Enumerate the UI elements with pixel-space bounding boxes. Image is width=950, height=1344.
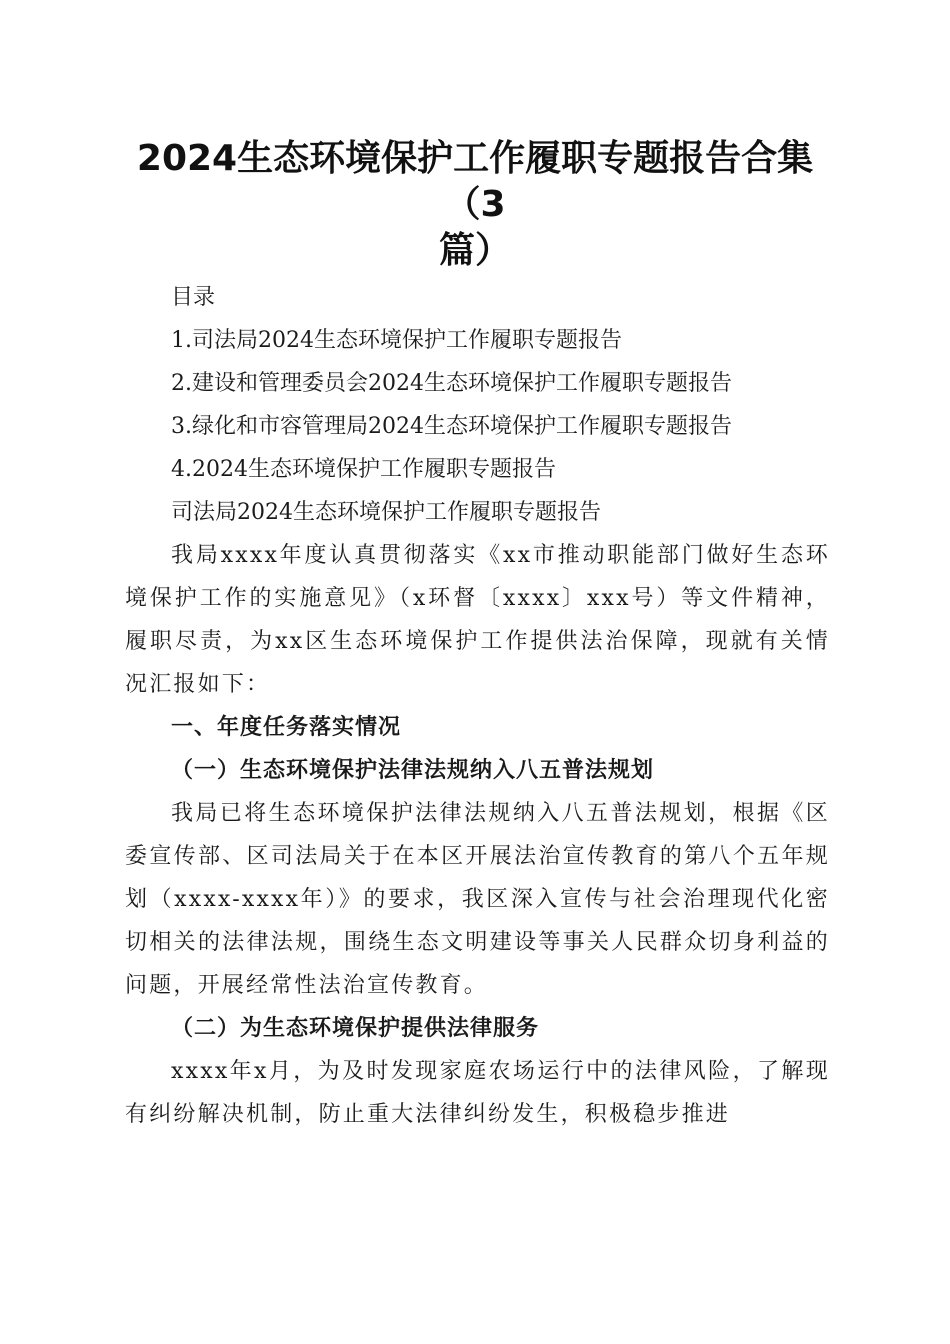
body-paragraph: 我局已将生态环境保护法律法规纳入八五普法规划，根据《区委宣传部、区司法局关于在本区开展法治宣传教育的第八个五年规划（xxxx-xxxx年）》的要求，我区深入宣传与社会治理现代化密切相关的法律法规，围绕生态文明建设等事关人民群众切身利益的问题，开展经常性法治宣传教育。 <box>125 801 830 998</box>
document-body <box>125 276 830 1136</box>
heading-level-1: 一、年度任务落实情况 <box>171 715 402 740</box>
toc-item: 3.绿化和市容管理局2024生态环境保护工作履职专题报告 <box>171 414 732 439</box>
toc-item: 1.司法局2024生态环境保护工作履职专题报告 <box>171 328 622 353</box>
body-paragraph: xxxx年x月，为及时发现家庭农场运行中的法律风险，了解现有纠纷解决机制，防止重大法律纠纷发生，积极稳步推进 <box>125 1059 830 1127</box>
document-title <box>120 136 830 274</box>
toc-item: 4.2024生态环境保护工作履职专题报告 <box>171 457 556 482</box>
toc-item: 2.建设和管理委员会2024生态环境保护工作履职专题报告 <box>171 371 732 396</box>
heading-level-2: （二）为生态环境保护提供法律服务 <box>171 1015 540 1041</box>
document-title-line-1: 2024生态环境保护工作履职专题报告合集（3 <box>136 138 814 225</box>
document-title-line-2: 篇） <box>438 230 511 271</box>
heading-level-2: （一）生态环境保护法律法规纳入八五普法规划 <box>171 757 655 783</box>
section-title: 司法局2024生态环境保护工作履职专题报告 <box>171 500 601 525</box>
intro-paragraph: 我局xxxx年度认真贯彻落实《xx市推动职能部门做好生态环境保护工作的实施意见》（x环督〔xxxx〕xxx号）等文件精神，履职尽责，为xx区生态环境保护工作提供法治保障，现就有关情况汇报如下： <box>125 543 830 697</box>
toc-heading: 目录 <box>171 285 216 310</box>
